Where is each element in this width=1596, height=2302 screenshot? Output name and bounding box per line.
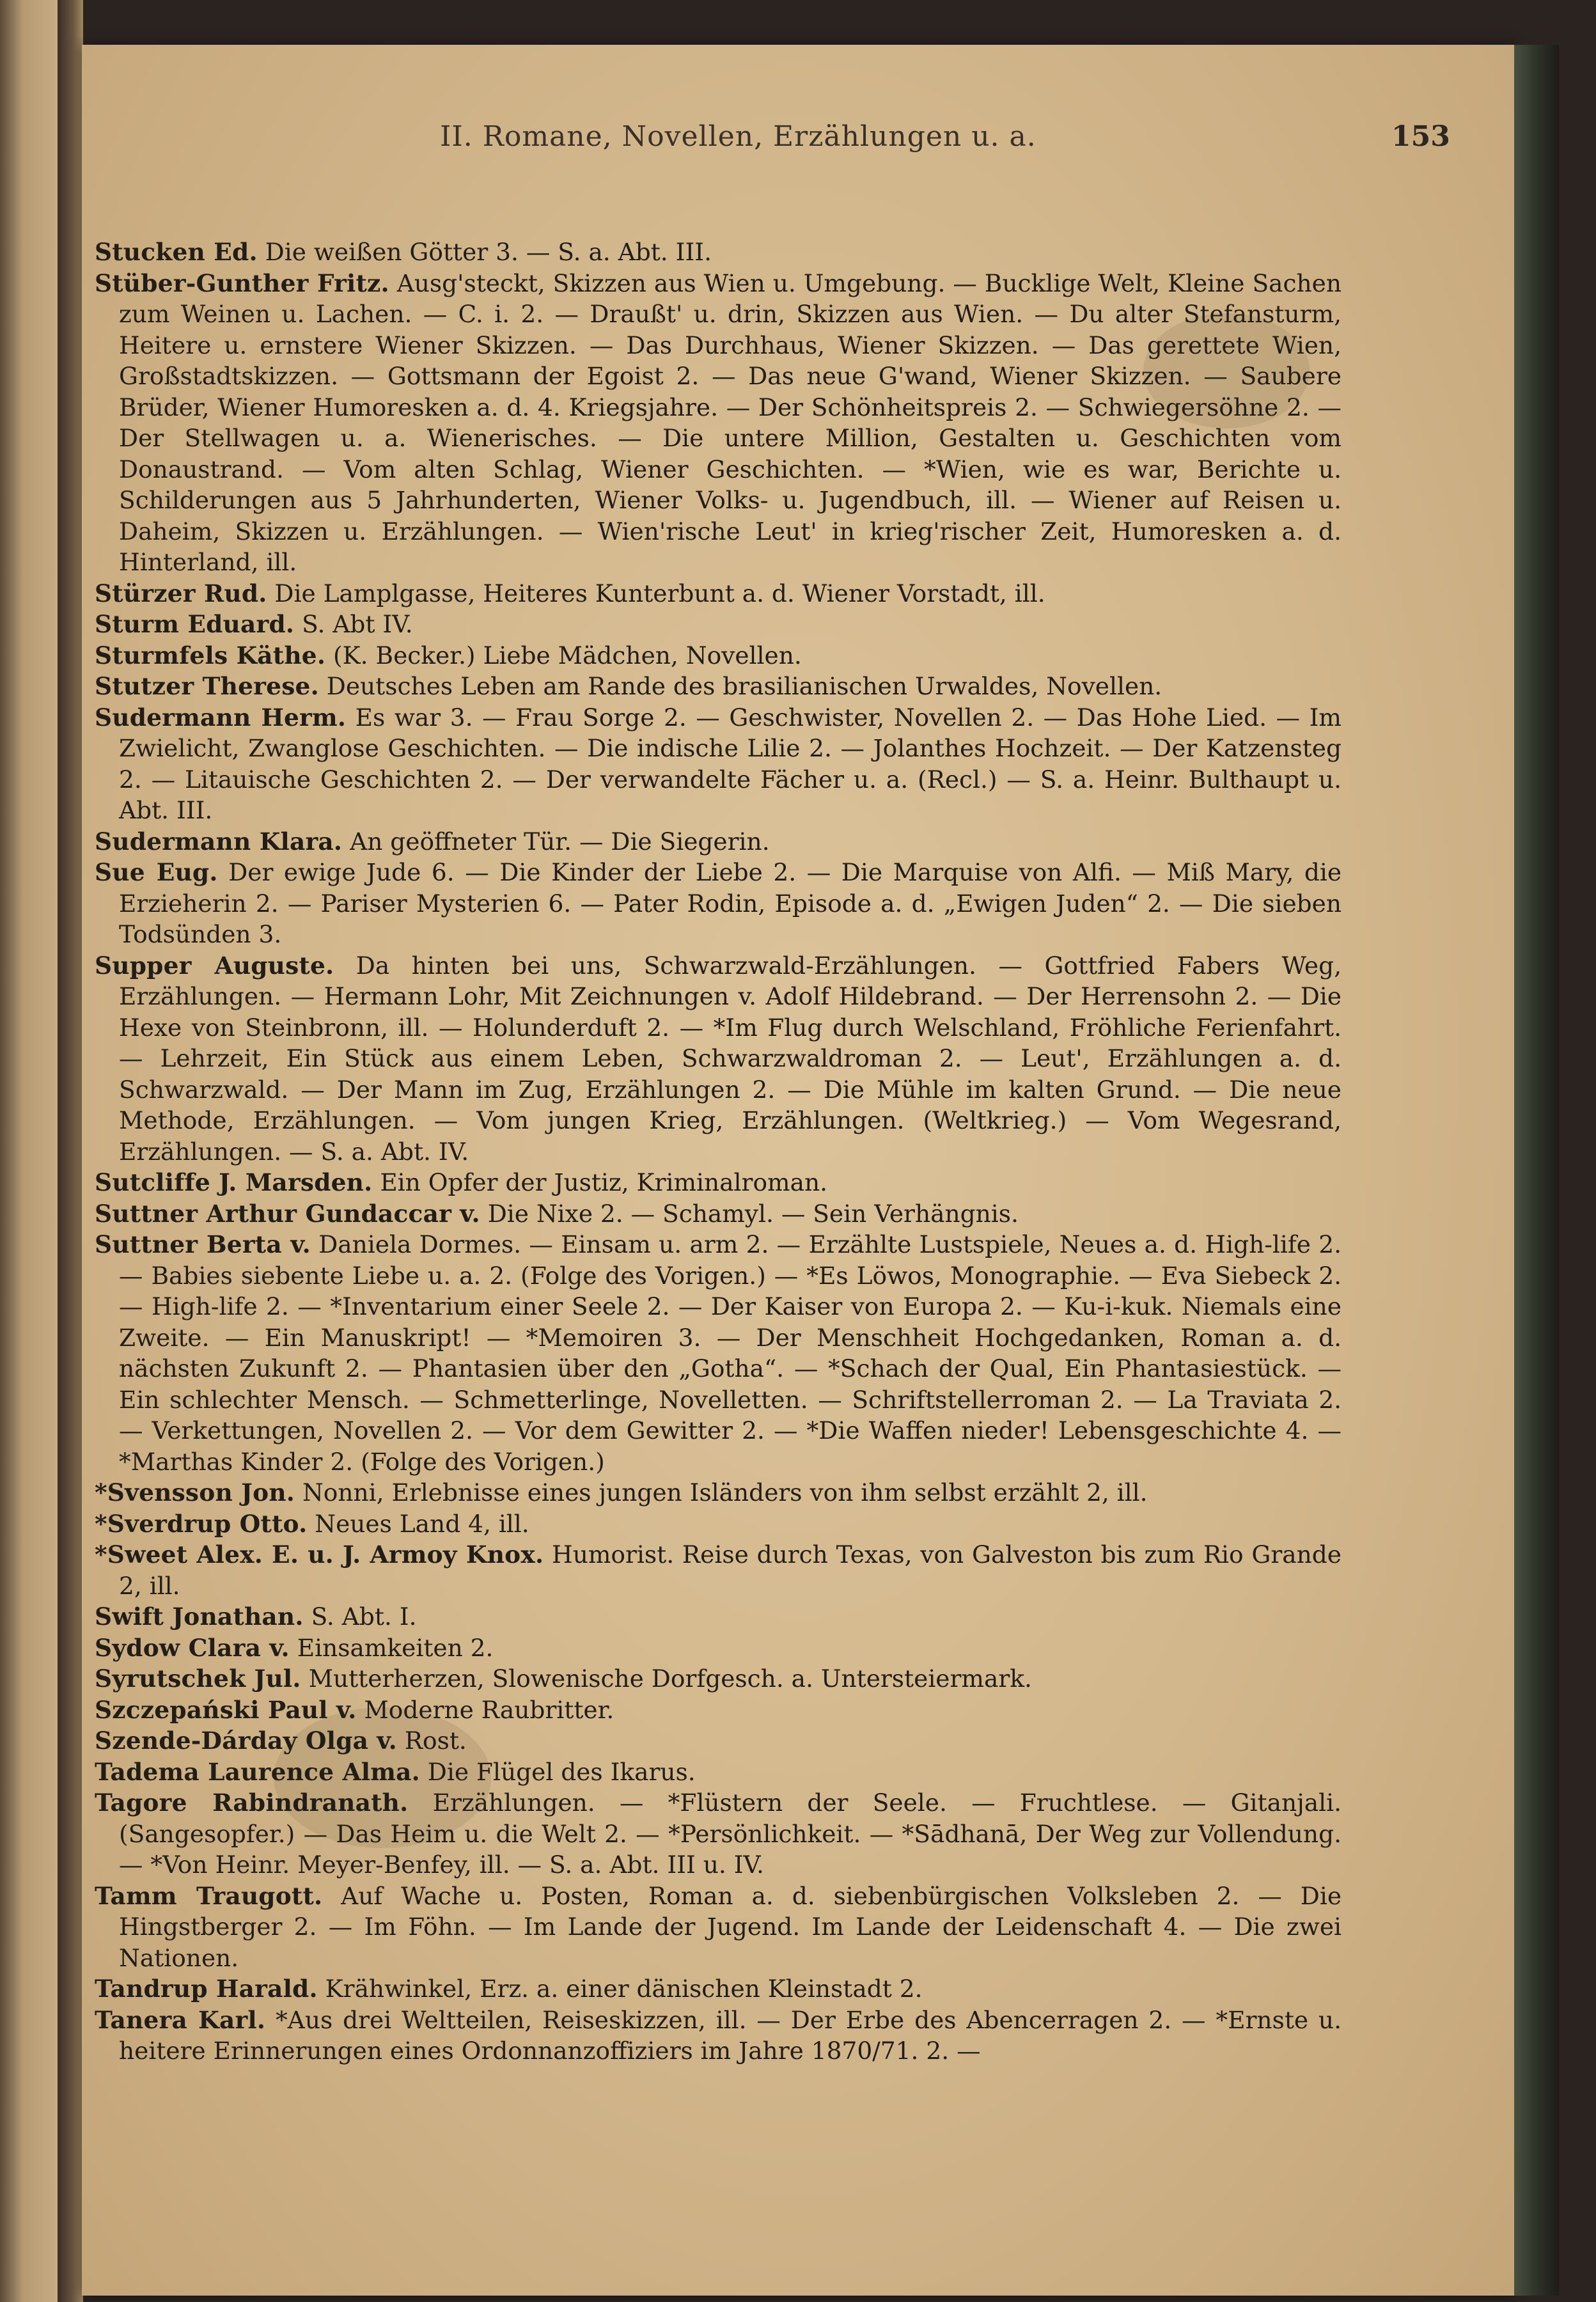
author-name: Suttner Arthur Gundaccar v. <box>95 1199 480 1228</box>
bibliography-entry <box>95 1539 1342 1601</box>
author-name: Szczepański Paul v. <box>95 1695 357 1724</box>
author-name: Supper Auguste. <box>95 951 334 980</box>
works-list: Der ewige Jude 6. — Die Kinder der Liebe 2. — Die Marquise von Alfi. — Miß Mary, die Erzieherin 2. — Pariser Mysterien 6. — Pater Rodin, Episode a. d. „Ewigen Juden“ 2. — Die sieben Todsünden 3. <box>119 858 1342 948</box>
author-name: Sturmfels Käthe. <box>95 641 326 669</box>
page-header <box>82 120 1514 159</box>
book-cover-edge <box>1514 45 1559 2296</box>
works-list: Moderne Raubritter. <box>364 1695 614 1724</box>
author-name: Sturm Eduard. <box>95 610 295 638</box>
author-name: Tanera Karl. <box>95 2005 266 2034</box>
bibliography-entry <box>95 1973 1342 2005</box>
works-list: Ein Opfer der Justiz, Kriminalroman. <box>380 1168 828 1196</box>
works-list: Die Lamplgasse, Heiteres Kunterbunt a. d. Wiener Vorstadt, ill. <box>274 579 1045 607</box>
bibliography-entry <box>95 1695 1342 1726</box>
works-list: Krähwinkel, Erz. a. einer dänischen Kleinstadt 2. <box>325 1975 923 2003</box>
works-list: (K. Becker.) Liebe Mädchen, Novellen. <box>333 641 802 669</box>
bibliography-entry <box>95 826 1342 857</box>
bibliography-entry <box>95 857 1342 950</box>
author-name: Tagore Rabindranath. <box>95 1789 409 1817</box>
works-list: Es war 3. — Frau Sorge 2. — Geschwister, Novellen 2. — Das Hohe Lied. — Im Zwielicht, Zwanglose Geschichten. — Die indische Lilie 2. — Jolanthes Hochzeit. — Der Katzensteg 2. — Litauische Geschichten 2. — Der verwandelte Fächer u. a. (Recl.) — S. a. Heinr. Bulthaupt u. Abt. III. <box>119 703 1342 824</box>
works-list: S. Abt. I. <box>311 1602 417 1631</box>
author-name: Tamm Traugott. <box>95 1881 323 1910</box>
previous-page-edge <box>0 0 58 2302</box>
bibliography-entry <box>95 671 1342 702</box>
bibliography-entry <box>95 1725 1342 1757</box>
bibliography-entry <box>95 268 1342 578</box>
works-list: Rost. <box>404 1726 467 1755</box>
bibliography-entry <box>95 1508 1342 1540</box>
works-list: An geöffneter Tür. — Die Siegerin. <box>350 827 770 856</box>
bibliography-entry <box>95 1633 1342 1664</box>
author-name: Tandrup Harald. <box>95 1975 318 2003</box>
works-list: Daniela Dormes. — Einsam u. arm 2. — Erzählte Lustspiele, Neues a. d. High-life 2. — Babies siebente Liebe u. a. 2. (Folge des Vorigen.) — *Es Löwos, Monographie. — Eva Siebeck 2. — High-life 2. — *Inventarium einer Seele 2. — Der Kaiser von Europa 2. — Ku-i-kuk. Niemals eine Zweite. — Ein Manuskript! — *Memoiren 3. — Der Menschheit Hochgedanken, Roman a. d. nächsten Zukunft 2. — Phantasien über den „Gotha“. — *Schach der Qual, Ein Phantasiestück. — Ein schlechter Mensch. — Schmetterlinge, Novelletten. — Schriftstellerroman 2. — La Traviata 2. — Verkettungen, Novellen 2. — Vor dem Gewitter 2. — *Die Waffen nieder! Lebensgeschichte 4. — *Marthas Kinder 2. (Folge des Vorigen.) <box>119 1230 1342 1476</box>
works-list: Ausg'steckt, Skizzen aus Wien u. Umgebung. — Bucklige Welt, Kleine Sachen zum Weinen u. Lachen. — C. i. 2. — Draußt' u. drin, Skizzen aus Wien. — Du alter Stefansturm, Heitere u. ernstere Wiener Skizzen. — Das Durchhaus, Wiener Skizzen. — Das gerettete Wien, Großstadtskizzen. — Gottsmann der Egoist 2. — Das neue G'wand, Wiener Skizzen. — Saubere Brüder, Wiener Humoresken a. d. 4. Kriegsjahre. — Der Schönheitspreis 2. — Schwiegersöhne 2. — Der Stellwagen u. a. Wienerisches. — Die untere Million, Gestalten u. Geschichten vom Donaustrand. — Vom alten Schlag, Wiener Geschichten. — *Wien, wie es war, Berichte u. Schilderungen aus 5 Jahrhunderten, Wiener Volks- u. Jugendbuch, ill. — Wiener auf Reisen u. Daheim, Skizzen u. Erzählungen. — Wien'rische Leut' in krieg'rischer Zeit, Humoresken a. d. Hinterland, ill. <box>119 269 1342 576</box>
bibliography-entry <box>95 1229 1342 1477</box>
bibliography-entry <box>95 237 1342 268</box>
bibliography-entry <box>95 1198 1342 1230</box>
author-name: Szende-Dárday Olga v. <box>95 1726 397 1755</box>
bibliography-entry <box>95 950 1342 1168</box>
author-name: *Sverdrup Otto. <box>95 1509 308 1538</box>
author-name: Sudermann Herm. <box>95 703 347 732</box>
bibliography-entry <box>95 1601 1342 1633</box>
bibliography-entry <box>95 1663 1342 1695</box>
author-name: Swift Jonathan. <box>95 1602 304 1631</box>
works-list: Deutsches Leben am Rande des brasilianischen Urwaldes, Novellen. <box>326 672 1162 700</box>
works-list: Einsamkeiten 2. <box>297 1633 494 1662</box>
bibliography-entry <box>95 640 1342 671</box>
author-name: Stürzer Rud. <box>95 579 267 607</box>
works-list: Auf Wache u. Posten, Roman a. d. siebenbürgischen Volksleben 2. — Die Hingstberger 2. — Im Föhn. — Im Lande der Jugend. Im Lande der Leidenschaft 4. — Die zwei Nationen. <box>119 1881 1342 1972</box>
author-name: Sydow Clara v. <box>95 1633 290 1662</box>
bibliography-entry <box>95 1787 1342 1881</box>
bibliography-entry <box>95 578 1342 609</box>
works-list: Die Flügel des Ikarus. <box>427 1757 696 1786</box>
works-list: Mutterherzen, Slowenische Dorfgesch. a. Untersteiermark. <box>308 1664 1032 1693</box>
book-page <box>82 45 1514 2296</box>
works-list: Erzählungen. — *Flüstern der Seele. — Fruchtlese. — Gitanjali. (Sangesopfer.) — Das Heim u. die Welt 2. — *Persönlichkeit. — *Sādhanā, Der Weg zur Vollendung. — *Von Heinr. Meyer-Benfey, ill. — S. a. Abt. III u. IV. <box>119 1789 1342 1879</box>
author-name: Stucken Ed. <box>95 238 258 266</box>
works-list: *Aus drei Weltteilen, Reiseskizzen, ill. — Der Erbe des Abencerragen 2. — *Ernste u. heitere Erinnerungen eines Ordonnanzoffiziers im Jahre 1870/71. 2. — <box>119 2005 1342 2065</box>
author-name: Sue Eug. <box>95 858 218 886</box>
author-name: *Svensson Jon. <box>95 1478 295 1507</box>
works-list: Die weißen Götter 3. — S. a. Abt. III. <box>265 238 712 266</box>
author-name: *Sweet Alex. E. u. J. Armoy Knox. <box>95 1540 544 1569</box>
author-name: Syrutschek Jul. <box>95 1664 301 1693</box>
author-name: Stutzer Therese. <box>95 672 319 700</box>
works-list: Die Nixe 2. — Schamyl. — Sein Verhängnis. <box>487 1199 1019 1228</box>
page-number: 153 <box>1391 120 1450 153</box>
author-name: Tadema Laurence Alma. <box>95 1757 420 1786</box>
bibliography-list <box>95 237 1342 2067</box>
bibliography-entry <box>95 1167 1342 1198</box>
book-gutter <box>58 0 83 2302</box>
author-name: Sudermann Klara. <box>95 827 343 856</box>
bibliography-entry <box>95 609 1342 640</box>
bibliography-entry <box>95 2005 1342 2067</box>
bibliography-entry <box>95 1757 1342 1788</box>
works-list: Da hinten bei uns, Schwarzwald-Erzählungen. — Gottfried Fabers Weg, Erzählungen. — Hermann Lohr, Mit Zeichnungen v. Adolf Hildebrand. — Der Herrensohn 2. — Die Hexe von Steinbronn, ill. — Holunderduft 2. — *Im Flug durch Welschland, Fröhliche Ferienfahrt. — Lehrzeit, Ein Stück aus einem Leben, Schwarzwaldroman 2. — Leut', Erzählungen a. d. Schwarzwald. — Der Mann im Zug, Erzählungen 2. — Die Mühle im kalten Grund. — Die neue Methode, Erzählungen. — Vom jungen Krieg, Erzählungen. (Weltkrieg.) — Vom Wegesrand, Erzählungen. — S. a. Abt. IV. <box>119 951 1342 1166</box>
bibliography-entry <box>95 702 1342 826</box>
works-list: Neues Land 4, ill. <box>315 1509 529 1538</box>
author-name: Stüber-Gunther Fritz. <box>95 269 389 297</box>
works-list: Nonni, Erlebnisse eines jungen Isländers von ihm selbst erzählt 2, ill. <box>302 1478 1148 1507</box>
works-list: S. Abt IV. <box>302 610 413 638</box>
running-title: II. Romane, Novellen, Erzählungen u. a. <box>440 120 1037 153</box>
works-list: Humorist. Reise durch Texas, von Galveston bis zum Rio Grande 2, ill. <box>119 1540 1342 1600</box>
author-name: Sutcliffe J. Marsden. <box>95 1168 373 1196</box>
bibliography-entry <box>95 1881 1342 1974</box>
bibliography-entry <box>95 1477 1342 1508</box>
author-name: Suttner Berta v. <box>95 1230 311 1258</box>
